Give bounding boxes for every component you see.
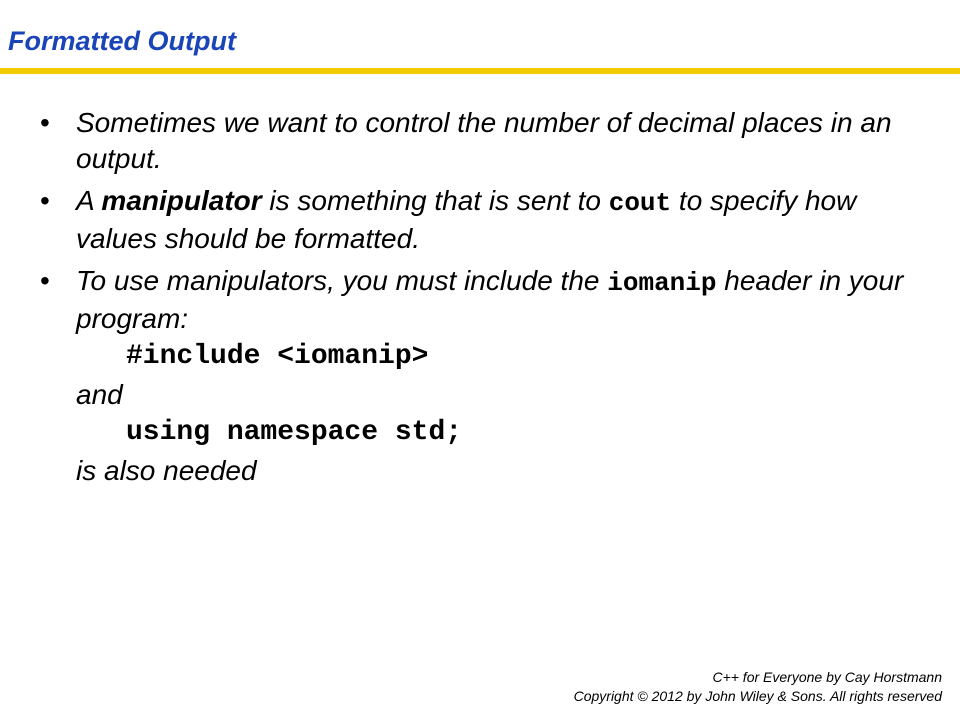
footer-copyright: Copyright © 2012 by John Wiley & Sons. All rights reserved	[573, 688, 942, 704]
bullet-3-code: iomanip	[607, 268, 717, 298]
bullet-item-3	[40, 263, 940, 489]
bullet-1-text: Sometimes we want to control the number of decimal places in an output.	[76, 107, 892, 174]
bullet-3-post: header in your program:	[76, 265, 904, 334]
bullet-dot: •	[40, 107, 50, 138]
title-divider	[0, 68, 960, 74]
bullet-2-bold-term: manipulator	[101, 185, 262, 216]
include-code-line: #include <iomanip>	[126, 341, 429, 372]
bullet-3-pre: To use manipulators, you must include the	[76, 265, 608, 296]
footer-book-credit: C++ for Everyone by Cay Horstmann	[712, 669, 942, 685]
connector-text: and	[76, 379, 123, 410]
closing-text: is also needed	[76, 455, 257, 486]
bullet-dot: •	[40, 265, 50, 296]
bullet-2-code: cout	[608, 188, 672, 218]
bullet-2-mid: is something that is sent to	[261, 185, 609, 216]
namespace-code-line: using namespace std;	[126, 417, 463, 448]
bullet-dot: •	[40, 185, 50, 216]
slide-title: Formatted Output	[8, 26, 236, 56]
bullet-item-1	[40, 105, 940, 177]
bullet-2-post: to specify how values should be formatted.	[76, 185, 857, 254]
copyright-footer	[574, 668, 942, 706]
bullet-2-pre: A	[76, 185, 102, 216]
bullet-list	[40, 105, 940, 495]
bullet-item-2	[40, 183, 940, 257]
